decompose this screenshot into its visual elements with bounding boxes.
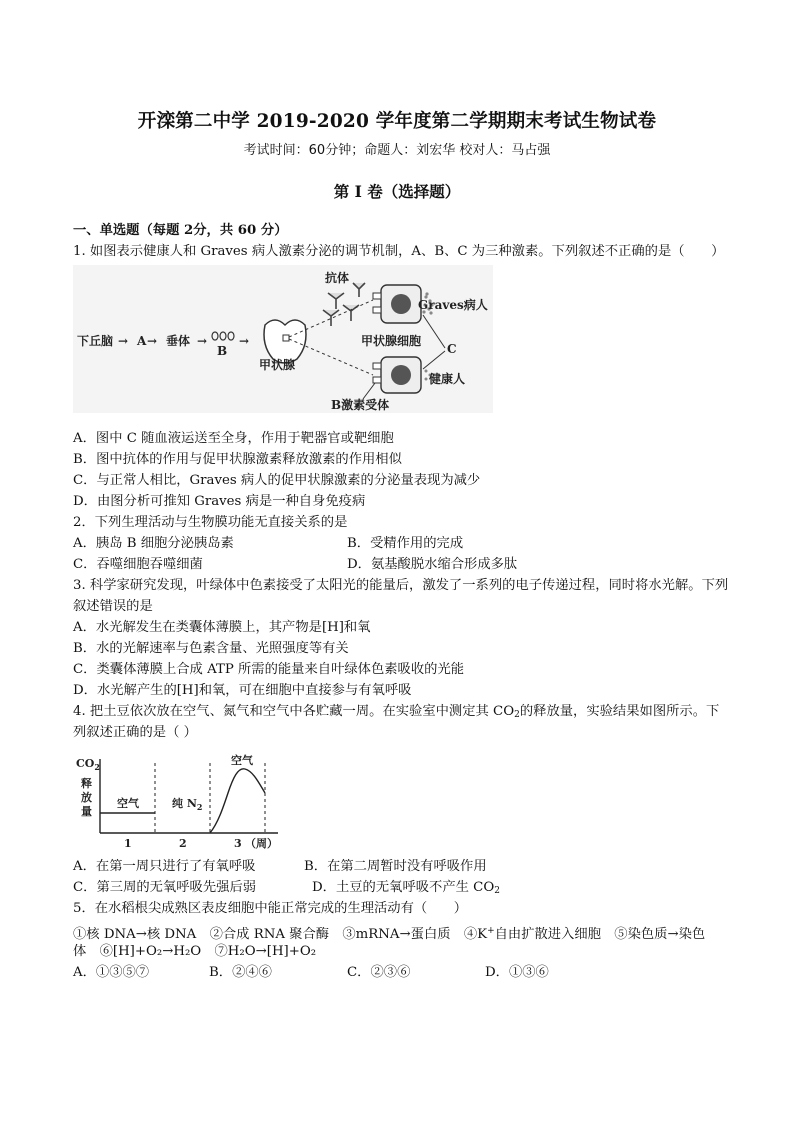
q1-figure (73, 265, 493, 413)
q4-stem-2: 列叙述正确的是（ ） (73, 725, 197, 740)
q5-option-d: D．①③⑥ (485, 965, 549, 980)
svg-text:→: → (197, 334, 208, 348)
label-antibody: 抗体 (325, 271, 350, 285)
exam-title: 开滦第二中学 2019-2020 学年度第二学期期末考试生物试卷 (137, 111, 657, 132)
q2-option-c: C．吞噬细胞吞噬细菌 (73, 557, 203, 572)
label-pituitary: 垂体 (166, 334, 191, 348)
xtick-1: 1 (124, 837, 132, 850)
q2-option-b: B．受精作用的完成 (347, 536, 464, 551)
q4-chart (73, 753, 283, 853)
xtick-3: 3 (234, 837, 242, 850)
svg-text:→: → (147, 334, 158, 348)
label-hypothalamus: 下丘脑 (77, 334, 114, 348)
q5-option-a: A．①③⑤⑦ (73, 965, 150, 980)
q2-option-d: D．氨基酸脱水缩合形成多肽 (347, 557, 518, 572)
q2-option-a: A．胰岛 B 细胞分泌胰岛素 (73, 536, 234, 551)
ylabel-3: 量 (81, 805, 92, 818)
region-label-1: 空气 (117, 797, 139, 810)
q3-stem-1: 3. 科学家研究发现，叶绿体中色素接受了太阳光的能量后，激发了一系列的电子传递过程，同时将水光解。下列 (73, 578, 729, 593)
label-thyroid: 甲状腺 (259, 358, 296, 372)
part-heading: 一、单选题（每题 2分，共 60 分） (73, 223, 288, 238)
label-a: A (137, 334, 147, 348)
q2-stem: 2．下列生理活动与生物膜功能无直接关系的是 (73, 515, 348, 530)
q5-option-c: C．②③⑥ (347, 965, 411, 980)
svg-text:→: → (118, 334, 129, 348)
q4-option-a: A．在第一周只进行了有氧呼吸 (73, 859, 256, 874)
q3-option-d: D．水光解产生的[H]和氧，可在细胞中直接参与有氧呼吸 (73, 683, 412, 698)
x-unit: （周） (245, 837, 278, 850)
label-graves: Graves病人 (418, 298, 488, 312)
label-receptor: B激素受体 (331, 398, 390, 412)
xtick-2: 2 (179, 837, 187, 850)
ylabel-2: 放 (81, 791, 92, 804)
q1-option-a: A．图中 C 随血液运送至全身，作用于靶器官或靶细胞 (73, 431, 394, 446)
q5-items-2: 体 ⑥[H]+O₂→H₂O ⑦H₂O→[H]+O₂ (73, 944, 317, 959)
section-title: 第 I 卷（选择题） (333, 182, 461, 201)
q4-option-b: B．在第二周暂时没有呼吸作用 (304, 859, 487, 874)
q4-option-d: D．土豆的无氧呼吸不产生 $CO_2$ (312, 880, 500, 896)
label-thyroid-cell: 甲状腺细胞 (361, 334, 422, 348)
q3-option-b: B．水的光解速率与色素含量、光照强度等有关 (73, 641, 349, 656)
q3-option-c: C．类囊体薄膜上合成 ATP 所需的能量来自叶绿体色素吸收的光能 (73, 662, 465, 677)
ylabel-co2: $CO_2$ (76, 757, 100, 772)
q1-stem: 1. 如图表示健康人和 Graves 病人激素分泌的调节机制，A、B、C 为三种激素。下列叙述不正确的是（ ） (73, 244, 725, 259)
label-c: C (447, 342, 457, 356)
q1-option-d: D．由图分析可推知 Graves 病是一种自身免疫病 (73, 494, 366, 509)
ylabel-1: 释 (81, 777, 92, 790)
q5-items-1: ①核 DNA→核 DNA ②合成 RNA 聚合酶 ③mRNA→蛋白质 ④K+自由扩散进入细胞 ⑤染色质→染色 (73, 926, 706, 942)
q5-stem: 5．在水稻根尖成熟区表皮细胞中能正常完成的生理活动有（ ） (73, 901, 468, 916)
q5-option-b: B．②④⑥ (209, 965, 272, 980)
exam-meta: 考试时间：60分钟；命题人：刘宏华 校对人：马占强 (243, 143, 551, 158)
svg-text:→: → (239, 334, 250, 348)
label-b: B (217, 344, 228, 358)
q3-option-a: A．水光解发生在类囊体薄膜上，其产物是[H]和氧 (73, 620, 371, 635)
q3-stem-2: 叙述错误的是 (73, 599, 153, 614)
q4-stem-1: 4. 把土豆依次放在空气、氮气和空气中各贮藏一周。在实验室中测定其 $CO_2$的释放量，实验结果如图所示。下 (73, 704, 720, 720)
region-label-2: 纯 $N_2$ (172, 797, 203, 812)
q1-option-c: C．与正常人相比，Graves 病人的促甲状腺激素的分泌量表现为减少 (73, 473, 481, 488)
label-healthy: 健康人 (429, 372, 466, 386)
q1-option-b: B．图中抗体的作用与促甲状腺激素释放激素的作用相似 (73, 452, 402, 467)
q4-option-c: C．第三周的无氧呼吸先强后弱 (73, 880, 257, 895)
region-label-3: 空气 (231, 754, 253, 767)
series-week3 (210, 769, 265, 833)
